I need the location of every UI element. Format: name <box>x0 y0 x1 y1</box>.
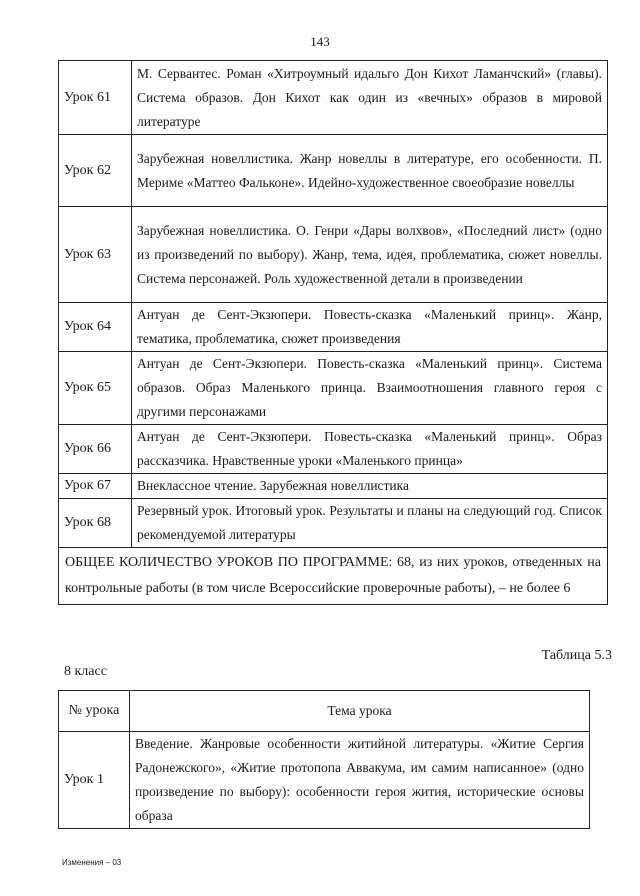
table-row <box>59 207 608 303</box>
table-header-row <box>59 691 590 732</box>
lesson-number: Урок 61 <box>59 61 132 135</box>
lesson-topic: Зарубежная новеллистика. Жанр новеллы в литературе, его особенности. П. Мериме «Маттео Фальконе». Идейно-художественное своеобразие новеллы <box>132 135 608 207</box>
header-lesson-number: № урока <box>59 691 130 732</box>
table-row <box>59 303 608 352</box>
lesson-number: Урок 68 <box>59 499 132 548</box>
table-row <box>59 352 608 425</box>
lesson-topic: Резервный урок. Итоговый урок. Результаты и планы на следующий год. Список рекомендуемой литературы <box>132 499 608 548</box>
lesson-topic: Введение. Жанровые особенности житийной литературы. «Житие Сергия Радонежского», «Житие протопопа Аввакума, им самим написанное» (одно произведение по выбору): особенности героя жития, исторические основы образа <box>130 732 590 829</box>
grade-label: 8 класс <box>64 664 107 679</box>
table-caption: Таблица 5.3 <box>541 648 612 663</box>
footer-revision: Изменения – 03 <box>62 858 122 867</box>
page-number: 143 <box>310 34 330 49</box>
table-row <box>59 61 608 135</box>
lesson-topic: Антуан де Сент-Экзюпери. Повесть-сказка «Маленький принц». Система образов. Образ Маленького принца. Взаимоотношения главного героя с другими персонажами <box>132 352 608 425</box>
lesson-topic: Зарубежная новеллистика. О. Генри «Дары волхвов», «Последний лист» (одно из произведений по выбору). Жанр, тема, идея, проблематика, сюжет новеллы. Система персонажей. Роль художественной детали в произведении <box>132 207 608 303</box>
table-row <box>59 548 608 605</box>
table-row <box>59 732 590 829</box>
lesson-number: Урок 66 <box>59 425 132 474</box>
table-row <box>59 499 608 548</box>
lesson-topic: Антуан де Сент-Экзюпери. Повесть-сказка «Маленький принц». Образ рассказчика. Нравственные уроки «Маленького принца» <box>132 425 608 474</box>
lesson-topic: М. Сервантес. Роман «Хитроумный идальго Дон Кихот Ламанчский» (главы). Система образов. Дон Кихот как один из «вечных» образов в мировой литературе <box>132 61 608 135</box>
lesson-number: Урок 62 <box>59 135 132 207</box>
lesson-topic: Внеклассное чтение. Зарубежная новеллистика <box>132 474 608 499</box>
lesson-number: Урок 67 <box>59 474 132 499</box>
lessons-table-7 <box>58 60 608 605</box>
total-lessons-note: ОБЩЕЕ КОЛИЧЕСТВО УРОКОВ ПО ПРОГРАММЕ: 68, из них уроков, отведенных на контрольные работы (в том числе Всероссийские проверочные работы), – не более 6 <box>59 548 608 605</box>
lesson-number: Урок 64 <box>59 303 132 352</box>
lesson-topic: Антуан де Сент-Экзюпери. Повесть-сказка «Маленький принц». Жанр, тематика, проблематика, сюжет произведения <box>132 303 608 352</box>
table-row <box>59 425 608 474</box>
table-row <box>59 135 608 207</box>
header-lesson-topic: Тема урока <box>130 691 590 732</box>
lessons-table-8 <box>58 690 590 829</box>
table-row <box>59 474 608 499</box>
lesson-number: Урок 1 <box>59 732 130 829</box>
lesson-number: Урок 65 <box>59 352 132 425</box>
lesson-number: Урок 63 <box>59 207 132 303</box>
